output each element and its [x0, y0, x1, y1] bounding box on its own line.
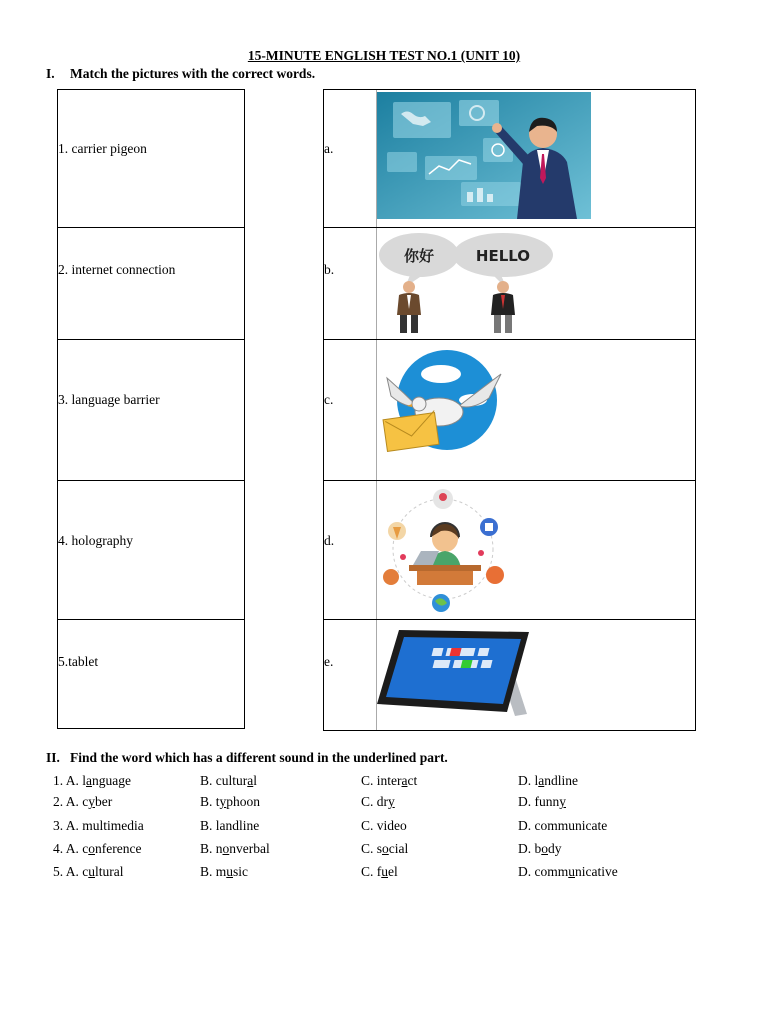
answer-option [53, 841, 141, 857]
underlined-letters: y [559, 794, 566, 809]
option-text: ct [407, 773, 418, 788]
option-text: 4. A. c [53, 841, 89, 856]
option-text: el [388, 864, 398, 879]
businessmen-speech-bubbles-image [377, 231, 557, 342]
carrier-pigeon-letter-image [377, 348, 507, 463]
boy-laptop-internet-icons-image [377, 485, 507, 620]
option-text: phoon [226, 794, 261, 809]
underlined-letters: u [568, 864, 575, 879]
letter-d: d. [324, 533, 335, 548]
option-text: B. cultur [200, 773, 248, 788]
section-1-heading [46, 66, 315, 82]
answer-option [53, 773, 131, 789]
underlined-letters: y [88, 794, 95, 809]
option-text: D. b [518, 841, 542, 856]
section-2-number: II. [46, 750, 60, 765]
option-text: ltural [95, 864, 124, 879]
word-3: 3. language barrier [58, 392, 160, 407]
underlined-letters: y [219, 794, 227, 809]
underlined-letters: y [388, 794, 395, 809]
underlined-letters: a [86, 773, 93, 788]
option-text: D. communicate [518, 818, 608, 833]
answer-option [200, 794, 260, 810]
section-2-instruction: Find the word which has a different sound in the underlined part. [70, 750, 448, 765]
underlined-letters: o [541, 841, 548, 856]
section-1-instruction: Match the pictures with the correct words. [70, 66, 316, 81]
option-text: nference [95, 841, 142, 856]
answer-option [200, 864, 248, 880]
answer-option [518, 818, 607, 834]
underlined-letters: a [247, 773, 254, 788]
option-text: ndline [544, 773, 578, 788]
answer-option [200, 773, 257, 789]
answer-option [361, 773, 417, 789]
word-5: 5.tablet [58, 654, 99, 669]
row-divider [324, 480, 695, 481]
underlined-letters: o [382, 841, 389, 856]
row-divider [58, 619, 244, 620]
option-text: l [253, 773, 258, 788]
option-text: C. s [361, 841, 383, 856]
answer-option [361, 818, 407, 834]
section-1-number: I. [46, 66, 55, 81]
option-text: C. f [361, 864, 382, 879]
underlined-letters: o [88, 841, 95, 856]
answer-option [518, 794, 566, 810]
option-text: 5. A. c [53, 864, 89, 879]
option-text: D. comm [518, 864, 569, 879]
option-text: B. m [200, 864, 227, 879]
word-1: 1. carrier pigeon [58, 141, 147, 156]
row-divider [58, 339, 244, 340]
option-text: nguage [92, 773, 131, 788]
underlined-letters: u [88, 864, 95, 879]
option-text: ber [95, 794, 113, 809]
option-text: cial [388, 841, 409, 856]
option-text: dy [548, 841, 562, 856]
letter-b: b. [324, 262, 335, 277]
option-text: D. funn [518, 794, 560, 809]
option-text: B. landline [200, 818, 260, 833]
word-2: 2. internet connection [58, 262, 176, 277]
option-text: sic [233, 864, 249, 879]
option-text: 1. A. l [53, 773, 87, 788]
answer-option [518, 841, 562, 857]
letter-a: a. [324, 141, 334, 156]
row-divider [58, 480, 244, 481]
answer-option [53, 818, 144, 834]
option-text: nverbal [229, 841, 270, 856]
option-text: 3. A. multimedia [53, 818, 144, 833]
answer-option [361, 864, 398, 880]
option-text: B. n [200, 841, 223, 856]
section-2-heading [46, 750, 448, 766]
holographic-interface-businessman-image [377, 92, 591, 224]
test-title: 15-MINUTE ENGLISH TEST NO.1 (UNIT 10) [247, 48, 521, 63]
option-text: C. dr [361, 794, 388, 809]
letter-e: e. [324, 654, 334, 669]
letter-c: c. [324, 392, 334, 407]
words-column [57, 89, 245, 729]
answer-option [518, 864, 618, 880]
answer-option [361, 841, 408, 857]
option-text: C. video [361, 818, 407, 833]
bubble-chinese-text: 你好 [403, 247, 435, 265]
option-text: C. inter [361, 773, 402, 788]
underlined-letters: a [401, 773, 408, 788]
bubble-hello-text: HELLO [475, 247, 531, 265]
row-divider [58, 227, 244, 228]
row-divider [324, 227, 695, 228]
answer-option [53, 864, 124, 880]
pictures-column [323, 89, 696, 731]
underlined-letters: o [222, 841, 230, 856]
answer-option [200, 818, 259, 834]
answer-option [53, 794, 112, 810]
option-text: D. l [518, 773, 539, 788]
tablet-computer-image [377, 626, 537, 727]
answer-option [200, 841, 270, 857]
underlined-letters: u [381, 864, 388, 879]
option-text: 2. A. c [53, 794, 89, 809]
answer-option [518, 773, 578, 789]
answer-option [361, 794, 395, 810]
underlined-letters: a [538, 773, 545, 788]
option-text: B. t [200, 794, 220, 809]
underlined-letters: u [226, 864, 234, 879]
word-4: 4. holography [58, 533, 133, 548]
option-text: nicative [575, 864, 618, 879]
